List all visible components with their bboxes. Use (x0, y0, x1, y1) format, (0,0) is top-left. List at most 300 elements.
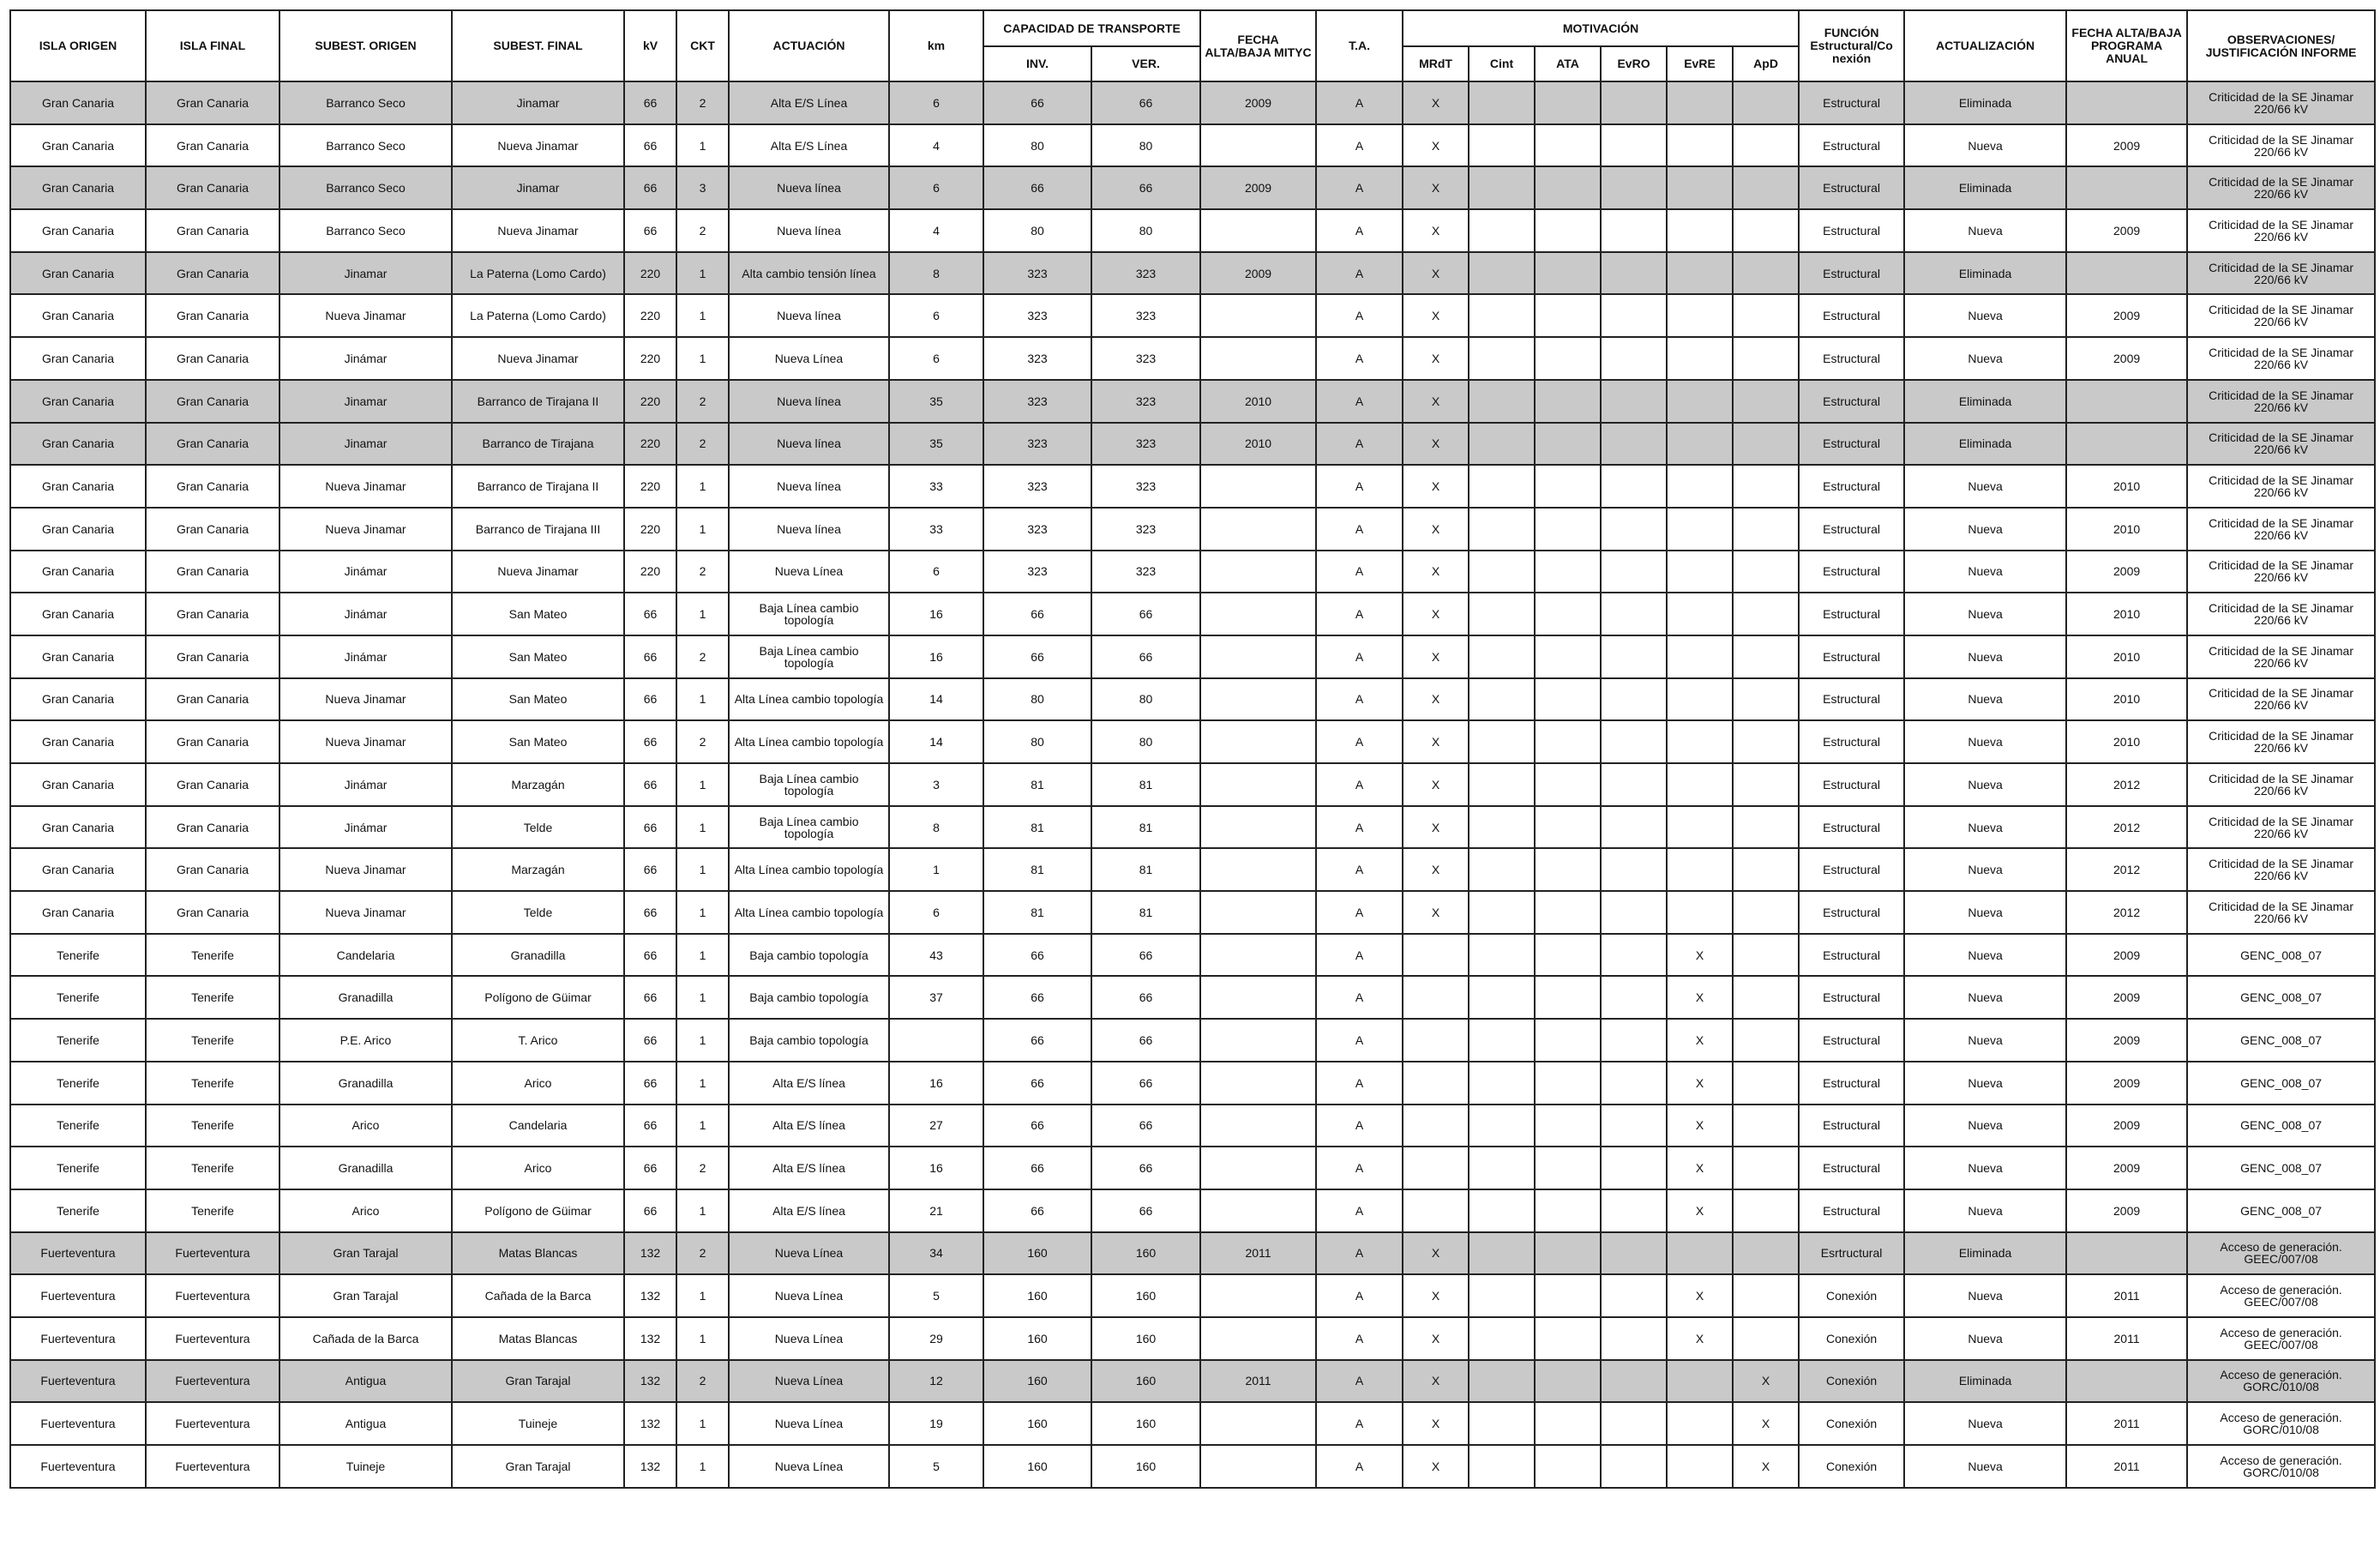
cell-actuacion: Alta E/S línea (729, 1147, 889, 1189)
cell-fecha-programa: 2009 (2066, 1147, 2187, 1189)
cell-actuacion: Baja cambio topología (729, 1019, 889, 1062)
cell-ver: 160 (1091, 1360, 1200, 1403)
cell-kv: 66 (624, 1189, 676, 1232)
cell-ckt: 2 (676, 423, 729, 466)
cell-inv: 80 (983, 678, 1091, 721)
cell-observaciones: Criticidad de la SE Jinamar 220/66 kV (2187, 720, 2375, 763)
cell-isla-origen: Fuerteventura (10, 1360, 146, 1403)
header-evro: EvRO (1601, 46, 1667, 81)
cell-kv: 66 (624, 891, 676, 934)
cell-actualizacion: Nueva (1904, 976, 2066, 1019)
cell-subest-origen: Tuineje (279, 1445, 452, 1488)
cell-isla-final: Tenerife (146, 1062, 279, 1105)
cell-actuacion: Alta Línea cambio topología (729, 891, 889, 934)
cell-evre (1667, 806, 1733, 849)
table-row (10, 1147, 2375, 1189)
cell-mrdt (1403, 976, 1469, 1019)
cell-observaciones: Criticidad de la SE Jinamar 220/66 kV (2187, 209, 2375, 252)
cell-funcion: Estructural (1799, 423, 1904, 466)
cell-evre: X (1667, 1147, 1733, 1189)
cell-evro (1601, 678, 1667, 721)
cell-km: 12 (889, 1360, 983, 1403)
cell-isla-origen: Gran Canaria (10, 508, 146, 551)
cell-inv: 81 (983, 848, 1091, 891)
cell-actualizacion: Nueva (1904, 720, 2066, 763)
cell-inv: 160 (983, 1402, 1091, 1445)
cell-ver: 66 (1091, 1105, 1200, 1147)
cell-fecha-mityc (1200, 551, 1316, 593)
cell-actuacion: Nueva línea (729, 294, 889, 337)
cell-ata (1535, 1189, 1601, 1232)
cell-ta: A (1316, 720, 1403, 763)
cell-km: 1 (889, 848, 983, 891)
cell-km: 16 (889, 593, 983, 635)
cell-subest-final: Candelaria (452, 1105, 624, 1147)
cell-funcion: Estructural (1799, 891, 1904, 934)
cell-subest-origen: Barranco Seco (279, 81, 452, 124)
cell-subest-origen: Barranco Seco (279, 124, 452, 167)
cell-funcion: Conexión (1799, 1360, 1904, 1403)
cell-subest-final: Matas Blancas (452, 1317, 624, 1360)
cell-isla-origen: Gran Canaria (10, 81, 146, 124)
cell-isla-final: Gran Canaria (146, 252, 279, 295)
cell-funcion: Estructural (1799, 337, 1904, 380)
cell-subest-origen: Granadilla (279, 1062, 452, 1105)
cell-fecha-programa (2066, 423, 2187, 466)
cell-evro (1601, 465, 1667, 508)
cell-funcion: Estructural (1799, 976, 1904, 1019)
cell-isla-final: Gran Canaria (146, 166, 279, 209)
cell-evre (1667, 81, 1733, 124)
cell-inv: 80 (983, 720, 1091, 763)
cell-ver: 81 (1091, 891, 1200, 934)
table-row (10, 423, 2375, 466)
cell-ata (1535, 1360, 1601, 1403)
cell-km: 6 (889, 294, 983, 337)
cell-ta: A (1316, 1019, 1403, 1062)
cell-fecha-programa: 2009 (2066, 1105, 2187, 1147)
cell-evro (1601, 763, 1667, 806)
cell-kv: 66 (624, 81, 676, 124)
cell-ver: 66 (1091, 1189, 1200, 1232)
cell-subest-final: La Paterna (Lomo Cardo) (452, 252, 624, 295)
cell-isla-origen: Gran Canaria (10, 763, 146, 806)
cell-fecha-programa: 2010 (2066, 593, 2187, 635)
cell-ata (1535, 1402, 1601, 1445)
cell-km: 8 (889, 806, 983, 849)
cell-subest-final: Polígono de Güimar (452, 976, 624, 1019)
cell-subest-origen: Nueva Jinamar (279, 891, 452, 934)
cell-subest-origen: P.E. Arico (279, 1019, 452, 1062)
table-row (10, 465, 2375, 508)
cell-isla-final: Gran Canaria (146, 124, 279, 167)
cell-fecha-mityc (1200, 763, 1316, 806)
cell-isla-origen: Gran Canaria (10, 252, 146, 295)
cell-ver: 80 (1091, 209, 1200, 252)
cell-kv: 66 (624, 1147, 676, 1189)
header-motivacion: MOTIVACIÓN (1403, 10, 1799, 46)
cell-apd (1733, 891, 1799, 934)
cell-evre: X (1667, 976, 1733, 1019)
cell-apd: X (1733, 1402, 1799, 1445)
cell-actualizacion: Nueva (1904, 848, 2066, 891)
cell-subest-origen: Candelaria (279, 934, 452, 977)
cell-isla-origen: Gran Canaria (10, 209, 146, 252)
cell-evro (1601, 209, 1667, 252)
cell-ata (1535, 551, 1601, 593)
cell-observaciones: Criticidad de la SE Jinamar 220/66 kV (2187, 166, 2375, 209)
table-row (10, 1105, 2375, 1147)
cell-observaciones: GENC_008_07 (2187, 1189, 2375, 1232)
cell-subest-final: Jinamar (452, 166, 624, 209)
cell-fecha-mityc (1200, 1147, 1316, 1189)
cell-actuacion: Alta E/S línea (729, 1062, 889, 1105)
cell-evro (1601, 934, 1667, 977)
cell-actuacion: Nueva línea (729, 423, 889, 466)
cell-funcion: Esrtructural (1799, 1232, 1904, 1275)
cell-ta: A (1316, 1105, 1403, 1147)
cell-ata (1535, 763, 1601, 806)
cell-kv: 132 (624, 1317, 676, 1360)
cell-kv: 132 (624, 1445, 676, 1488)
cell-cint (1469, 465, 1535, 508)
cell-funcion: Estructural (1799, 934, 1904, 977)
cell-actuacion: Baja Línea cambio topología (729, 806, 889, 849)
table-row (10, 635, 2375, 678)
cell-inv: 160 (983, 1317, 1091, 1360)
cell-mrdt: X (1403, 423, 1469, 466)
cell-km: 14 (889, 720, 983, 763)
cell-mrdt: X (1403, 294, 1469, 337)
cell-km: 4 (889, 209, 983, 252)
cell-apd (1733, 551, 1799, 593)
cell-isla-final: Fuerteventura (146, 1274, 279, 1317)
cell-ata (1535, 1062, 1601, 1105)
cell-isla-origen: Gran Canaria (10, 465, 146, 508)
cell-isla-origen: Gran Canaria (10, 593, 146, 635)
cell-mrdt: X (1403, 806, 1469, 849)
cell-observaciones: Criticidad de la SE Jinamar 220/66 kV (2187, 81, 2375, 124)
table-row (10, 806, 2375, 849)
cell-actualizacion: Nueva (1904, 1062, 2066, 1105)
cell-actualizacion: Nueva (1904, 551, 2066, 593)
cell-km: 6 (889, 166, 983, 209)
cell-fecha-mityc (1200, 976, 1316, 1019)
cell-ata (1535, 124, 1601, 167)
table-row (10, 891, 2375, 934)
cell-ata (1535, 976, 1601, 1019)
cell-funcion: Conexión (1799, 1445, 1904, 1488)
cell-ckt: 1 (676, 508, 729, 551)
cell-fecha-programa: 2009 (2066, 1062, 2187, 1105)
cell-mrdt: X (1403, 1317, 1469, 1360)
cell-ta: A (1316, 1317, 1403, 1360)
header-subest-origen: SUBEST. ORIGEN (279, 10, 452, 81)
cell-evro (1601, 1189, 1667, 1232)
cell-fecha-mityc (1200, 848, 1316, 891)
cell-ver: 66 (1091, 1147, 1200, 1189)
cell-mrdt: X (1403, 465, 1469, 508)
cell-ckt: 1 (676, 976, 729, 1019)
cell-actuacion: Nueva Línea (729, 551, 889, 593)
cell-subest-final: T. Arico (452, 1019, 624, 1062)
cell-evro (1601, 806, 1667, 849)
cell-kv: 220 (624, 508, 676, 551)
cell-cint (1469, 209, 1535, 252)
cell-evre (1667, 1445, 1733, 1488)
cell-actuacion: Baja Línea cambio topología (729, 635, 889, 678)
cell-ckt: 1 (676, 1019, 729, 1062)
cell-ata (1535, 635, 1601, 678)
cell-funcion: Conexión (1799, 1274, 1904, 1317)
cell-fecha-mityc: 2011 (1200, 1232, 1316, 1275)
cell-evre (1667, 465, 1733, 508)
cell-isla-final: Fuerteventura (146, 1232, 279, 1275)
cell-funcion: Estructural (1799, 593, 1904, 635)
cell-kv: 66 (624, 1019, 676, 1062)
cell-actuacion: Nueva línea (729, 209, 889, 252)
cell-apd (1733, 1317, 1799, 1360)
cell-evre: X (1667, 1105, 1733, 1147)
header-ckt: CKT (676, 10, 729, 81)
cell-km: 19 (889, 1402, 983, 1445)
cell-actuacion: Alta E/S Línea (729, 81, 889, 124)
cell-subest-final: Gran Tarajal (452, 1360, 624, 1403)
cell-subest-origen: Granadilla (279, 976, 452, 1019)
cell-actualizacion: Nueva (1904, 337, 2066, 380)
cell-ata (1535, 423, 1601, 466)
cell-fecha-mityc (1200, 124, 1316, 167)
cell-ata (1535, 678, 1601, 721)
cell-apd (1733, 81, 1799, 124)
header-isla-final: ISLA FINAL (146, 10, 279, 81)
cell-ckt: 2 (676, 1232, 729, 1275)
cell-evre: X (1667, 1317, 1733, 1360)
cell-fecha-mityc (1200, 1062, 1316, 1105)
header-subest-final: SUBEST. FINAL (452, 10, 624, 81)
cell-apd (1733, 1147, 1799, 1189)
cell-ta: A (1316, 678, 1403, 721)
cell-kv: 66 (624, 720, 676, 763)
cell-funcion: Estructural (1799, 81, 1904, 124)
cell-apd (1733, 294, 1799, 337)
cell-actualizacion: Nueva (1904, 934, 2066, 977)
cell-ckt: 1 (676, 252, 729, 295)
cell-evro (1601, 1062, 1667, 1105)
cell-km: 35 (889, 423, 983, 466)
cell-apd (1733, 763, 1799, 806)
cell-ta: A (1316, 1189, 1403, 1232)
cell-apd (1733, 806, 1799, 849)
cell-ver: 323 (1091, 551, 1200, 593)
cell-ata (1535, 720, 1601, 763)
cell-subest-origen: Antigua (279, 1360, 452, 1403)
cell-observaciones: Acceso de generación. GEEC/007/08 (2187, 1232, 2375, 1275)
table-row (10, 81, 2375, 124)
cell-apd (1733, 508, 1799, 551)
cell-actuacion: Nueva Línea (729, 1402, 889, 1445)
cell-actualizacion: Eliminada (1904, 252, 2066, 295)
cell-inv: 66 (983, 166, 1091, 209)
cell-inv: 323 (983, 465, 1091, 508)
cell-fecha-mityc (1200, 806, 1316, 849)
cell-actuacion: Nueva línea (729, 465, 889, 508)
cell-km: 33 (889, 465, 983, 508)
cell-funcion: Estructural (1799, 1189, 1904, 1232)
cell-fecha-programa: 2011 (2066, 1402, 2187, 1445)
cell-observaciones: GENC_008_07 (2187, 976, 2375, 1019)
cell-subest-origen: Gran Tarajal (279, 1232, 452, 1275)
cell-fecha-programa (2066, 252, 2187, 295)
cell-kv: 66 (624, 166, 676, 209)
cell-mrdt: X (1403, 337, 1469, 380)
cell-ata (1535, 209, 1601, 252)
cell-fecha-mityc (1200, 934, 1316, 977)
cell-mrdt: X (1403, 252, 1469, 295)
cell-cint (1469, 1105, 1535, 1147)
cell-km: 43 (889, 934, 983, 977)
cell-km: 29 (889, 1317, 983, 1360)
cell-isla-final: Gran Canaria (146, 593, 279, 635)
cell-ckt: 1 (676, 848, 729, 891)
cell-cint (1469, 551, 1535, 593)
cell-ckt: 1 (676, 891, 729, 934)
cell-fecha-programa (2066, 166, 2187, 209)
cell-evre (1667, 720, 1733, 763)
cell-actualizacion: Nueva (1904, 1147, 2066, 1189)
cell-kv: 132 (624, 1274, 676, 1317)
cell-subest-final: Barranco de Tirajana II (452, 380, 624, 423)
cell-fecha-mityc (1200, 465, 1316, 508)
cell-inv: 66 (983, 934, 1091, 977)
cell-fecha-mityc (1200, 891, 1316, 934)
cell-ta: A (1316, 551, 1403, 593)
header-ta: T.A. (1316, 10, 1403, 81)
cell-subest-origen: Nueva Jinamar (279, 848, 452, 891)
cell-actualizacion: Nueva (1904, 1317, 2066, 1360)
cell-cint (1469, 423, 1535, 466)
header-observaciones: OBSERVACIONES/ JUSTIFICACIÓN INFORME (2187, 10, 2375, 81)
cell-subest-final: Polígono de Güimar (452, 1189, 624, 1232)
cell-inv: 323 (983, 337, 1091, 380)
table-row (10, 380, 2375, 423)
cell-actuacion: Nueva Línea (729, 1317, 889, 1360)
cell-km: 33 (889, 508, 983, 551)
cell-mrdt: X (1403, 763, 1469, 806)
cell-ver: 160 (1091, 1402, 1200, 1445)
cell-ver: 66 (1091, 81, 1200, 124)
cell-km: 37 (889, 976, 983, 1019)
cell-apd (1733, 1189, 1799, 1232)
cell-fecha-programa: 2012 (2066, 806, 2187, 849)
cell-evre (1667, 551, 1733, 593)
cell-ckt: 2 (676, 209, 729, 252)
cell-evre (1667, 166, 1733, 209)
cell-ckt: 1 (676, 934, 729, 977)
cell-mrdt: X (1403, 1360, 1469, 1403)
cell-fecha-programa (2066, 1232, 2187, 1275)
cell-kv: 220 (624, 465, 676, 508)
cell-fecha-programa: 2011 (2066, 1274, 2187, 1317)
cell-fecha-programa: 2010 (2066, 465, 2187, 508)
cell-kv: 66 (624, 678, 676, 721)
cell-evre (1667, 635, 1733, 678)
cell-inv: 323 (983, 508, 1091, 551)
cell-isla-origen: Gran Canaria (10, 635, 146, 678)
cell-apd (1733, 337, 1799, 380)
cell-actualizacion: Eliminada (1904, 81, 2066, 124)
cell-fecha-mityc (1200, 678, 1316, 721)
cell-evre: X (1667, 1062, 1733, 1105)
cell-inv: 66 (983, 81, 1091, 124)
cell-evre (1667, 423, 1733, 466)
cell-apd (1733, 848, 1799, 891)
cell-inv: 81 (983, 806, 1091, 849)
cell-km: 4 (889, 124, 983, 167)
header-actuacion: ACTUACIÓN (729, 10, 889, 81)
cell-ta: A (1316, 166, 1403, 209)
cell-mrdt: X (1403, 1402, 1469, 1445)
cell-actualizacion: Nueva (1904, 806, 2066, 849)
cell-fecha-programa: 2011 (2066, 1317, 2187, 1360)
cell-cint (1469, 976, 1535, 1019)
cell-fecha-mityc: 2011 (1200, 1360, 1316, 1403)
cell-kv: 66 (624, 763, 676, 806)
cell-subest-origen: Jinamar (279, 423, 452, 466)
cell-cint (1469, 1062, 1535, 1105)
cell-ata (1535, 380, 1601, 423)
cell-inv: 66 (983, 1105, 1091, 1147)
cell-inv: 160 (983, 1274, 1091, 1317)
cell-ata (1535, 1105, 1601, 1147)
cell-ver: 80 (1091, 678, 1200, 721)
cell-ver: 66 (1091, 593, 1200, 635)
cell-ckt: 3 (676, 166, 729, 209)
cell-ver: 81 (1091, 848, 1200, 891)
cell-ckt: 1 (676, 1105, 729, 1147)
cell-evre: X (1667, 934, 1733, 977)
cell-ta: A (1316, 252, 1403, 295)
cell-fecha-programa: 2011 (2066, 1445, 2187, 1488)
cell-kv: 66 (624, 806, 676, 849)
cell-cint (1469, 1360, 1535, 1403)
cell-fecha-mityc (1200, 1189, 1316, 1232)
cell-funcion: Estructural (1799, 720, 1904, 763)
cell-observaciones: Criticidad de la SE Jinamar 220/66 kV (2187, 380, 2375, 423)
cell-km: 16 (889, 635, 983, 678)
cell-kv: 220 (624, 294, 676, 337)
transport-table-sheet (9, 9, 2376, 1489)
cell-ver: 66 (1091, 976, 1200, 1019)
cell-isla-final: Gran Canaria (146, 720, 279, 763)
cell-ckt: 2 (676, 635, 729, 678)
cell-evro (1601, 1147, 1667, 1189)
cell-isla-origen: Tenerife (10, 1147, 146, 1189)
cell-fecha-programa: 2009 (2066, 1189, 2187, 1232)
cell-actuacion: Nueva Línea (729, 1360, 889, 1403)
cell-subest-origen: Nueva Jinamar (279, 678, 452, 721)
header-isla-origen: ISLA ORIGEN (10, 10, 146, 81)
cell-kv: 220 (624, 423, 676, 466)
cell-fecha-mityc: 2009 (1200, 166, 1316, 209)
cell-ata (1535, 465, 1601, 508)
cell-ata (1535, 337, 1601, 380)
cell-fecha-mityc (1200, 1274, 1316, 1317)
cell-inv: 323 (983, 380, 1091, 423)
cell-ta: A (1316, 81, 1403, 124)
cell-evro (1601, 551, 1667, 593)
table-row (10, 1232, 2375, 1275)
